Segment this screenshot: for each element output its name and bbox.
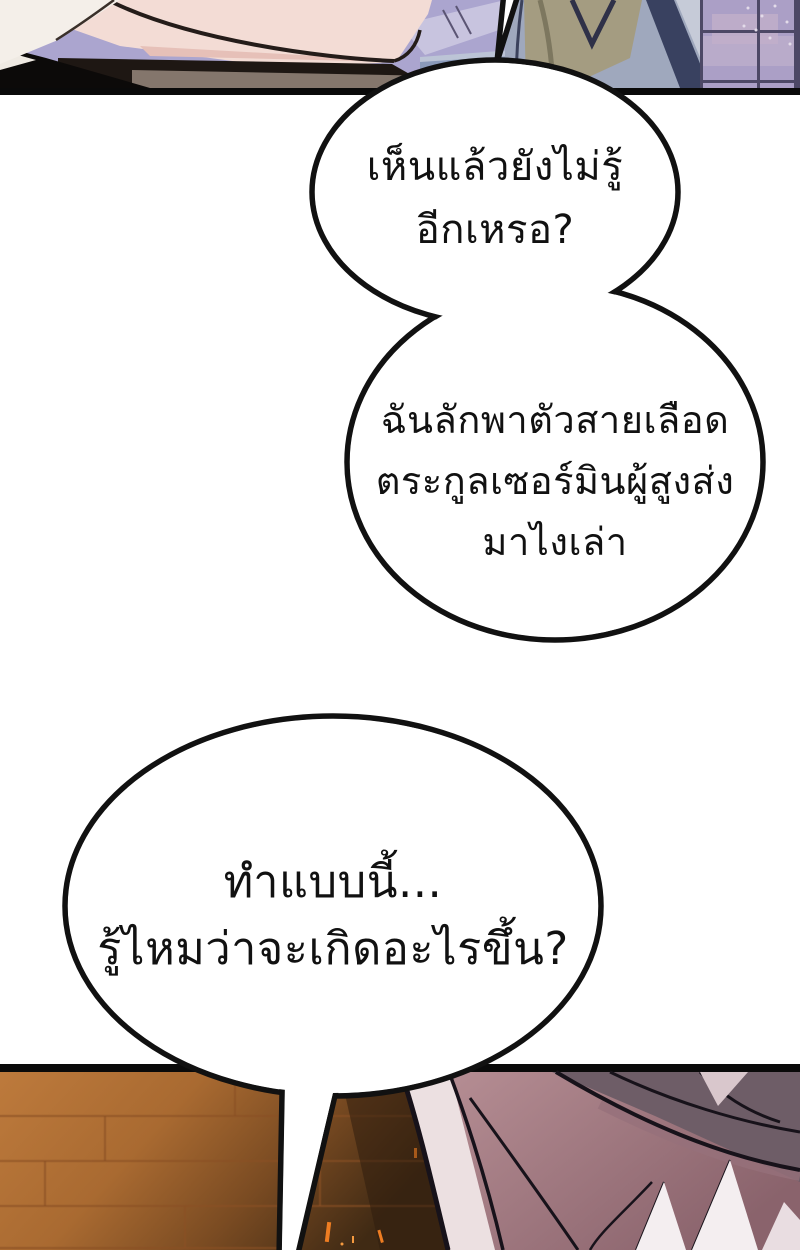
speech-bubble-2-text [350, 390, 760, 573]
speech-bubble-3-text [65, 848, 601, 982]
bubble-3-line-2: รู้ไหมว่าจะเกิดอะไรขึ้น? [97, 922, 569, 975]
bubble-2-line-3: มาไงเล่า [482, 520, 628, 564]
bubble-3-line-1: ทำแบบนี้... [223, 855, 443, 908]
bubble-1-line-1: เห็นแล้วยังไม่รู้ [366, 144, 624, 190]
speech-bubble-1-text [315, 136, 675, 262]
bubble-1-line-2: อีกเหรอ? [415, 207, 575, 253]
bubble-2-line-1: ฉันลักพาตัวสายเลือด [380, 398, 730, 442]
bubble-2-line-2: ตระกูลเซอร์มินผู้สูงส่ง [375, 459, 735, 503]
bubble-1-tail [497, 0, 519, 62]
